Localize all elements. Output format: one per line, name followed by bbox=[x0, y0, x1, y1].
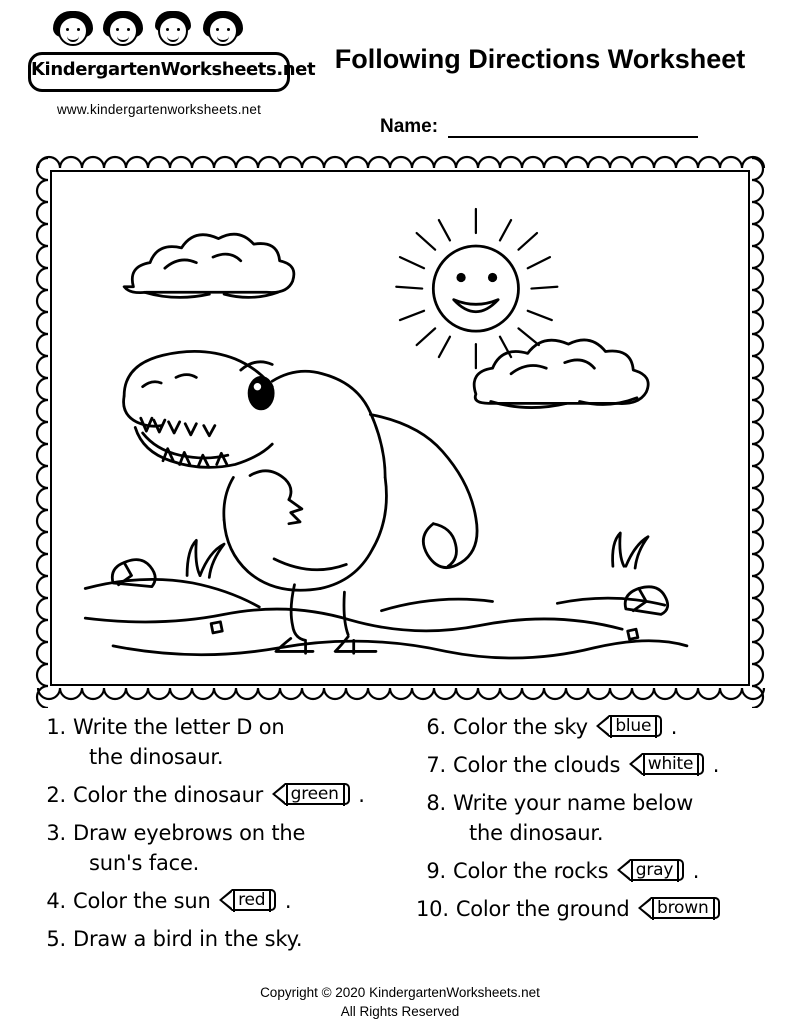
kid-icon-1 bbox=[50, 10, 98, 58]
instruction-item-9 bbox=[416, 856, 776, 886]
picture-inner-border bbox=[50, 170, 750, 686]
item-text bbox=[456, 894, 776, 924]
site-logo[interactable] bbox=[28, 10, 316, 117]
name-input-line[interactable] bbox=[448, 116, 698, 138]
instruction-item-5 bbox=[36, 924, 396, 954]
logo-plate bbox=[28, 52, 316, 92]
dinosaur bbox=[124, 351, 478, 653]
instructions-column-right bbox=[416, 712, 776, 932]
rights-text: All Rights Reserved bbox=[340, 1004, 460, 1019]
item-number: 1. bbox=[46, 715, 66, 739]
crayon-label: white bbox=[647, 754, 694, 774]
logo-text: KindergartenWorksheets.net bbox=[31, 59, 316, 80]
page-title: Following Directions Worksheet bbox=[334, 44, 746, 74]
crayon-gray-icon bbox=[617, 857, 684, 884]
item-text-after: . bbox=[358, 783, 365, 807]
name-field-row bbox=[380, 116, 698, 138]
crayon-label: gray bbox=[635, 860, 674, 880]
item-text bbox=[453, 750, 776, 780]
ground bbox=[85, 579, 687, 658]
item-text-line-1: Draw eyebrows on the bbox=[73, 821, 306, 845]
instruction-item-6 bbox=[416, 712, 776, 742]
item-text-line-2: the dinosaur. bbox=[89, 745, 224, 769]
item-number: 2. bbox=[46, 783, 66, 807]
item-number: 4. bbox=[46, 889, 66, 913]
item-text bbox=[453, 856, 776, 886]
crayon-green-icon bbox=[272, 781, 350, 808]
crayon-label: green bbox=[290, 784, 339, 804]
item-text bbox=[453, 712, 776, 742]
item-text-line-1: Color the dinosaur bbox=[73, 783, 264, 807]
crayon-red-icon bbox=[219, 887, 276, 914]
item-text-line-1: Write the letter D on bbox=[73, 715, 285, 739]
kid-icon-4 bbox=[200, 10, 248, 58]
item-text-after: . bbox=[692, 859, 700, 883]
kid-icon-3 bbox=[150, 10, 198, 58]
crayon-white-icon bbox=[629, 751, 705, 778]
crayon-brown-icon bbox=[638, 895, 720, 922]
picture-frame bbox=[28, 148, 772, 708]
item-text-line-2: sun's face. bbox=[89, 851, 200, 875]
instruction-item-10 bbox=[416, 894, 776, 924]
item-text-line-1: Color the clouds bbox=[453, 753, 621, 777]
page-footer bbox=[0, 983, 800, 1021]
name-label: Name: bbox=[380, 116, 439, 137]
instruction-item-1 bbox=[36, 712, 396, 772]
grass-tuft-1 bbox=[187, 540, 200, 575]
item-text: Draw a bird in the sky. bbox=[73, 927, 303, 951]
item-number: 5. bbox=[46, 927, 66, 951]
item-number: 9. bbox=[426, 859, 446, 883]
item-text-line-1: Color the sky bbox=[453, 715, 588, 739]
instruction-item-8 bbox=[416, 788, 776, 848]
copyright-text: Copyright © 2020 KindergartenWorksheets.net bbox=[260, 985, 540, 1000]
item-number: 10. bbox=[416, 897, 449, 921]
cloud-right bbox=[474, 340, 648, 408]
item-text bbox=[73, 712, 396, 772]
grass-tuft-2 bbox=[613, 533, 624, 566]
item-number: 7. bbox=[426, 753, 446, 777]
item-text-after: . bbox=[284, 889, 292, 913]
item-number: 3. bbox=[46, 821, 66, 845]
crayon-label: blue bbox=[615, 716, 652, 736]
item-text bbox=[73, 886, 396, 916]
rock-left bbox=[112, 560, 155, 587]
cloud-left bbox=[124, 234, 294, 297]
instruction-item-7 bbox=[416, 750, 776, 780]
item-text bbox=[73, 818, 396, 878]
sun-icon bbox=[433, 246, 518, 331]
instruction-item-3 bbox=[36, 818, 396, 878]
item-number: 6. bbox=[426, 715, 446, 739]
crayon-label: red bbox=[238, 890, 266, 910]
instructions-column-left bbox=[36, 712, 396, 962]
item-text-line-1: Write your name below bbox=[453, 791, 694, 815]
kid-icon-2 bbox=[100, 10, 148, 58]
pebble-right bbox=[628, 629, 638, 639]
item-number: 8. bbox=[426, 791, 446, 815]
item-text bbox=[73, 780, 396, 810]
item-text-after: . bbox=[712, 753, 720, 777]
page-header bbox=[0, 0, 800, 140]
instruction-item-4 bbox=[36, 886, 396, 916]
instructions-section bbox=[36, 712, 776, 972]
item-text-line-2: the dinosaur. bbox=[469, 821, 604, 845]
logo-url: www.kindergartenworksheets.net bbox=[56, 102, 262, 117]
item-text-after: . bbox=[670, 715, 678, 739]
kids-illustration bbox=[50, 10, 290, 56]
dinosaur-scene-illustration bbox=[76, 196, 724, 670]
item-text-line-1: Color the sun bbox=[73, 889, 211, 913]
instruction-item-2 bbox=[36, 780, 396, 810]
item-text bbox=[453, 788, 776, 848]
item-text-line-1: Color the rocks bbox=[453, 859, 609, 883]
crayon-label: brown bbox=[657, 898, 709, 918]
item-text-line-1: Color the ground bbox=[455, 897, 630, 921]
crayon-blue-icon bbox=[596, 713, 662, 740]
pebble-left bbox=[211, 622, 222, 633]
